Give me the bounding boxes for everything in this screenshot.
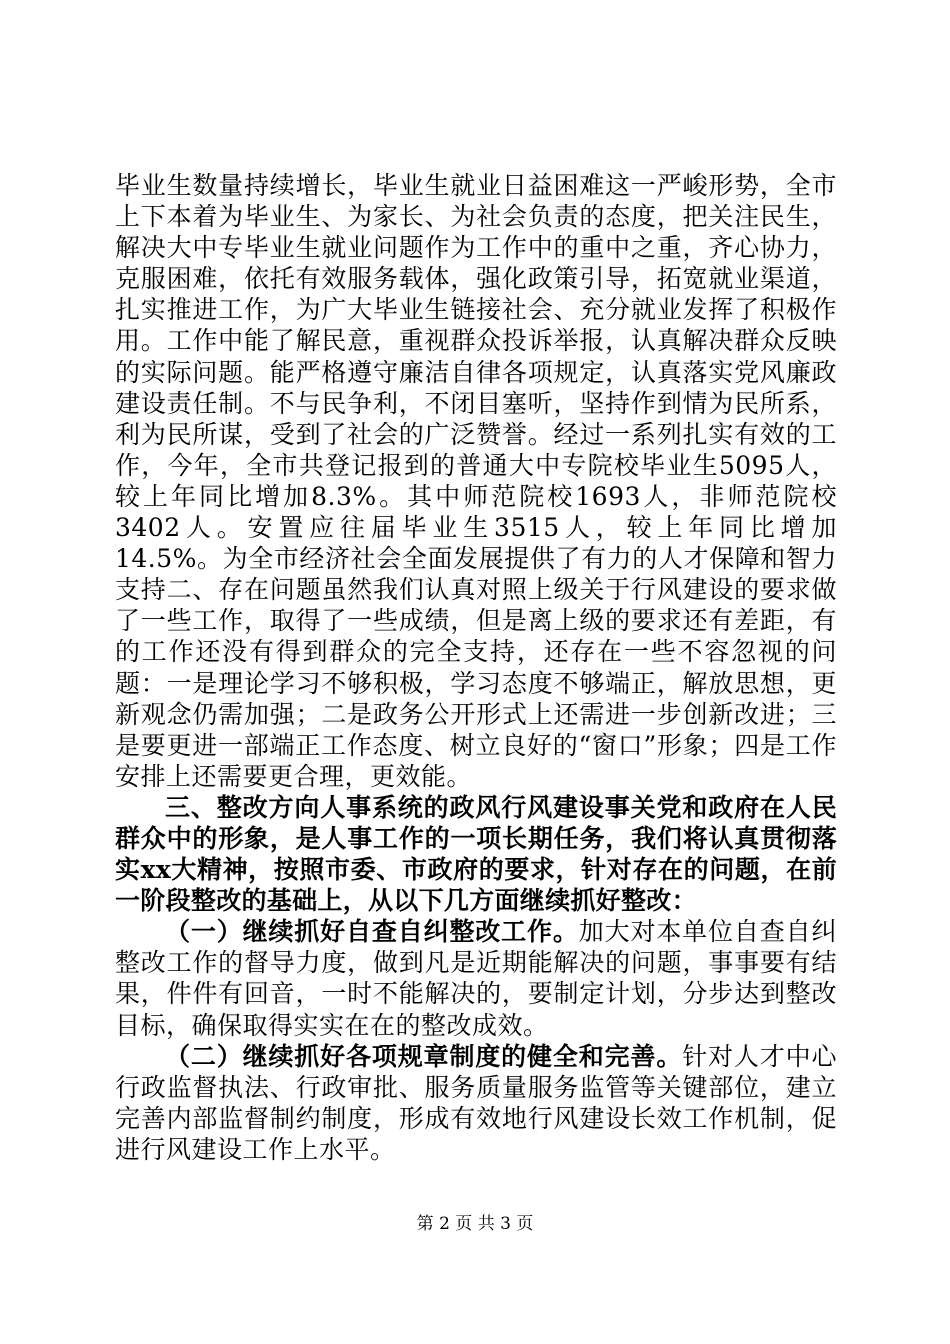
paragraph-item-one — [115, 916, 837, 1040]
page-number-footer: 第 2 页 共 3 页 — [416, 1214, 534, 1234]
document-body — [115, 170, 837, 1165]
item-two-heading: （二）继续抓好各项规章制度的健全和完善。 — [165, 1041, 683, 1071]
paragraph-continuation: 毕业生数量持续增长，毕业生就业日益困难这一严峻形势，全市上下本着为毕业生、为家长、为社会负责的态度，把关注民生，解决大中专毕业生就业问题作为工作中的重中之重，齐心协力，克服困难，依托有效服务载体，强化政策引导，拓宽就业渠道，扎实推进工作，为广大毕业生链接社会、充分就业发挥了积极作用。工作中能了解民意，重视群众投诉举报，认真解决群众反映的实际问题。能严格遵守廉洁自律各项规定，认真落实党风廉政建设责任制。不与民争利，不闭目塞听，坚持作到情为民所系，利为民所谋，受到了社会的广泛赞誉。经过一系列扎实有效的工作，今年，全市共登记报到的普通大中专院校毕业生5095人，较上年同比增加8.3%。其中师范院校1693人，非师范院校3402人。安置应往届毕业生3515人，较上年同比增加14.5%。为全市经济社会全面发展提供了有力的人才保障和智力支持二、存在问题虽然我们认真对照上级关于行风建设的要求做了一些工作，取得了一些成绩，但是离上级的要求还有差距，有的工作还没有得到群众的完全支持，还存在一些不容忽视的问题：一是理论学习不够积极，学习态度不够端正，解放思想，更新观念仍需加强；二是政务公开形式上还需进一步创新改进；三是要更进一部端正工作态度、树立良好的“窗口”形象；四是工作安排上还需要更合理，更效能。 — [115, 171, 837, 791]
paragraph-section-three: 三、整改方向人事系统的政风行风建设事关党和政府在人民群众中的形象，是人事工作的一项长期任务，我们将认真贯彻落实xx大精神，按照市委、市政府的要求，针对存在的问题，在前一阶段整改的基础上，从以下几方面继续抓好整改： — [115, 792, 837, 916]
item-two-text: 针对人才中心行政监督执法、行政审批、服务质量服务监管等关键部位，建立完善内部监督制约制度，形成有效地行风建设长效工作机制，促进行风建设工作上水平。 — [115, 1041, 837, 1164]
item-one-heading: （一）继续抓好自查自纠整改工作。 — [165, 917, 579, 947]
paragraph-item-two — [115, 1041, 837, 1165]
item-one-text: 加大对本单位自查自纠整改工作的督导力度，做到凡是近期能解决的问题，事事要有结果，件件有回音，一时不能解决的，要制定计划，分步达到整改目标，确保取得实实在在的整改成效。 — [115, 917, 837, 1040]
